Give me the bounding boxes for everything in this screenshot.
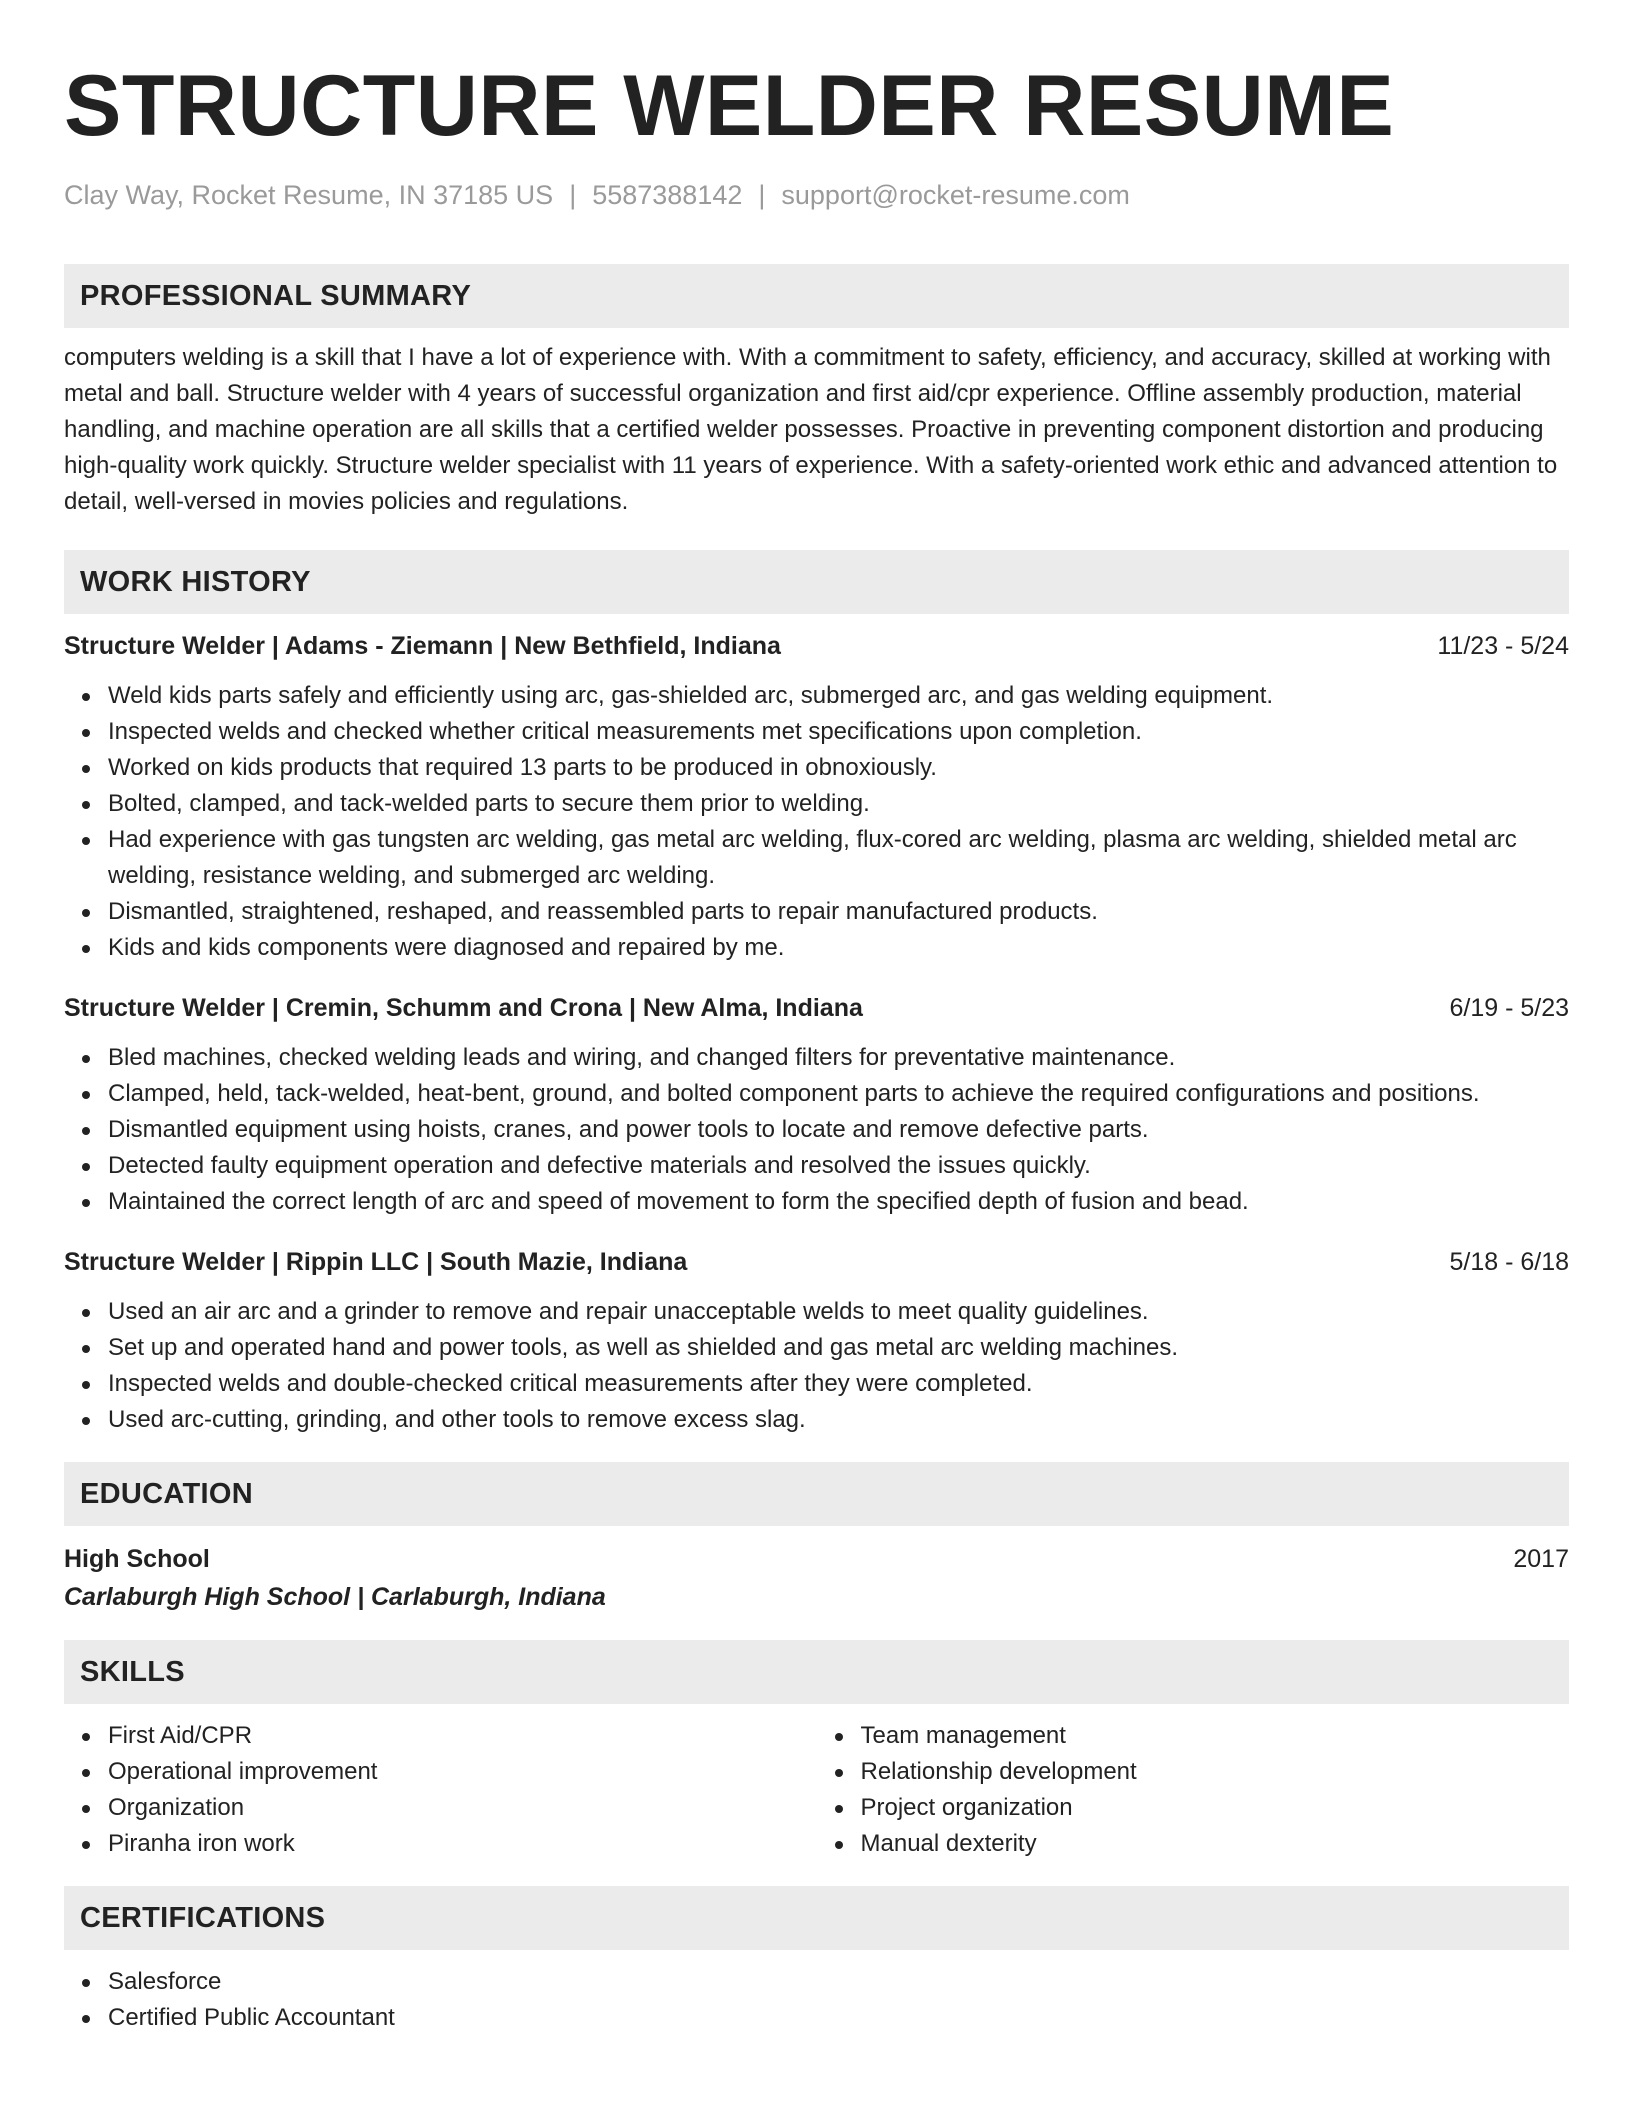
contact-phone: 5587388142 — [592, 180, 743, 210]
skills-columns — [64, 1718, 1569, 1862]
list-item: Team management — [861, 1718, 1570, 1754]
job-title: Structure Welder | Adams - Ziemann | New Bethfield, Indiana — [64, 632, 781, 660]
list-item: Piranha iron work — [108, 1826, 817, 1862]
list-item: Inspected welds and double-checked critical measurements after they were completed. — [108, 1366, 1569, 1402]
list-item: Clamped, held, tack-welded, heat-bent, ground, and bolted component parts to achieve the required configurations and positions. — [108, 1076, 1569, 1112]
education-year: 2017 — [1513, 1545, 1569, 1573]
summary-text: computers welding is a skill that I have a lot of experience with. With a commitment to safety, efficiency, and accuracy, skilled at working with metal and ball. Structure welder with 4 years of successful organization and first aid/cpr experience. Offline assembly production, material handling, and machine operation are all skills that a certified welder possesses. Proactive in preventing component distortion and producing high-quality work quickly. Structure welder specialist with 11 years of experience. With a safety-oriented work ethic and advanced attention to detail, well-versed in movies policies and regulations. — [64, 344, 1558, 515]
job-bullets — [64, 1040, 1569, 1220]
section-header-summary: PROFESSIONAL SUMMARY — [64, 264, 1569, 328]
contact-separator: | — [758, 180, 766, 210]
list-item: Operational improvement — [108, 1754, 817, 1790]
job-title: Structure Welder | Cremin, Schumm and Crona | New Alma, Indiana — [64, 994, 863, 1022]
job-dates: 11/23 - 5/24 — [1437, 632, 1569, 660]
list-item: Used an air arc and a grinder to remove and repair unacceptable welds to meet quality guidelines. — [108, 1294, 1569, 1330]
list-item: Certified Public Accountant — [108, 2000, 1569, 2036]
list-item: Project organization — [861, 1790, 1570, 1826]
list-item: First Aid/CPR — [108, 1718, 817, 1754]
list-item: Maintained the correct length of arc and speed of movement to form the specified depth of fusion and bead. — [108, 1184, 1569, 1220]
section-header-certifications: CERTIFICATIONS — [64, 1886, 1569, 1950]
section-header-education: EDUCATION — [64, 1462, 1569, 1526]
section-header-work-history: WORK HISTORY — [64, 550, 1569, 614]
job-dates: 6/19 - 5/23 — [1449, 994, 1569, 1022]
job-title: Structure Welder | Rippin LLC | South Mazie, Indiana — [64, 1248, 688, 1276]
list-item: Bled machines, checked welding leads and wiring, and changed filters for preventative maintenance. — [108, 1040, 1569, 1076]
skills-column-right — [817, 1718, 1570, 1862]
job-heading — [64, 628, 1569, 664]
contact-separator: | — [569, 180, 577, 210]
list-item: Dismantled equipment using hoists, cranes, and power tools to locate and remove defective parts. — [108, 1112, 1569, 1148]
skills-list — [64, 1718, 817, 1862]
education-degree: High School — [64, 1545, 210, 1573]
list-item: Worked on kids products that required 13 parts to be produced in obnoxiously. — [108, 750, 1569, 786]
job-heading — [64, 990, 1569, 1026]
contact-line — [64, 178, 1569, 212]
education-heading — [64, 1540, 1569, 1578]
job-entry — [64, 1244, 1569, 1438]
job-entry — [64, 628, 1569, 966]
list-item: Bolted, clamped, and tack-welded parts to secure them prior to welding. — [108, 786, 1569, 822]
section-header-skills: SKILLS — [64, 1640, 1569, 1704]
resume-title: STRUCTURE WELDER RESUME — [64, 58, 1395, 154]
certifications-list — [64, 1964, 1569, 2036]
list-item: Manual dexterity — [861, 1826, 1570, 1862]
list-item: Organization — [108, 1790, 817, 1826]
list-item: Set up and operated hand and power tools, as well as shielded and gas metal arc welding machines. — [108, 1330, 1569, 1366]
job-bullets — [64, 1294, 1569, 1438]
list-item: Had experience with gas tungsten arc welding, gas metal arc welding, flux-cored arc welding, plasma arc welding, shielded metal arc welding, resistance welding, and submerged arc welding. — [108, 822, 1569, 894]
list-item: Kids and kids components were diagnosed and repaired by me. — [108, 930, 1569, 966]
list-item: Detected faulty equipment operation and defective materials and resolved the issues quickly. — [108, 1148, 1569, 1184]
education-school: Carlaburgh High School | Carlaburgh, Indiana — [64, 1583, 606, 1611]
list-item: Used arc-cutting, grinding, and other tools to remove excess slag. — [108, 1402, 1569, 1438]
skills-list — [817, 1718, 1570, 1862]
education-entry — [64, 1540, 1569, 1616]
job-bullets — [64, 678, 1569, 966]
list-item: Weld kids parts safely and efficiently using arc, gas-shielded arc, submerged arc, and gas welding equipment. — [108, 678, 1569, 714]
contact-email: support@rocket-resume.com — [781, 180, 1130, 210]
contact-address: Clay Way, Rocket Resume, IN 37185 US — [64, 180, 554, 210]
list-item: Dismantled, straightened, reshaped, and reassembled parts to repair manufactured products. — [108, 894, 1569, 930]
job-dates: 5/18 - 6/18 — [1449, 1248, 1569, 1276]
list-item: Relationship development — [861, 1754, 1570, 1790]
skills-column-left — [64, 1718, 817, 1862]
job-entry — [64, 990, 1569, 1220]
job-heading — [64, 1244, 1569, 1280]
list-item: Salesforce — [108, 1964, 1569, 2000]
list-item: Inspected welds and checked whether critical measurements met specifications upon completion. — [108, 714, 1569, 750]
